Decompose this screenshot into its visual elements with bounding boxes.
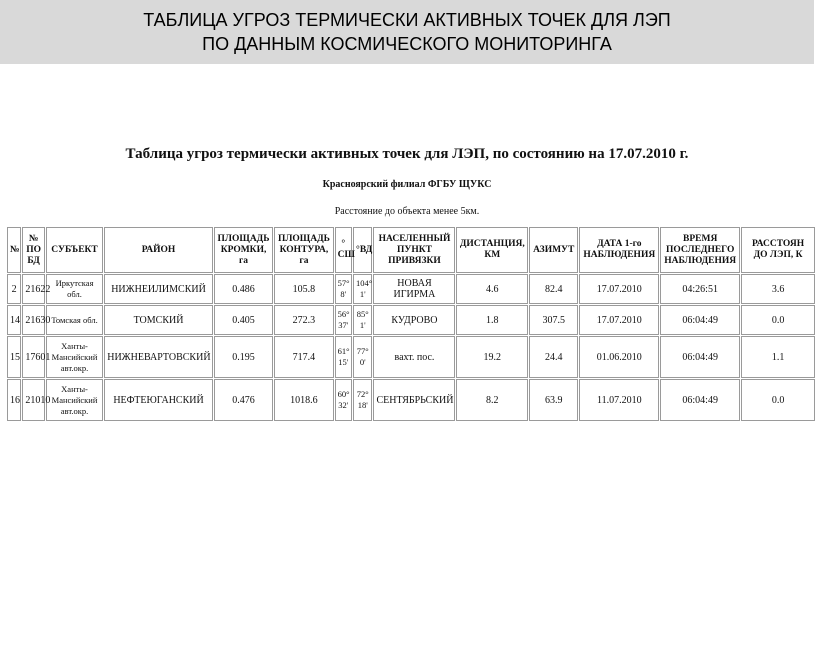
threats-table-container <box>6 226 814 422</box>
cell-lon: 77° 0' <box>353 336 372 378</box>
header-num: № <box>7 227 21 273</box>
cell-power-line-dist: 0.0 <box>741 305 815 335</box>
slide-title-line-2: ПО ДАННЫМ КОСМИЧЕСКОГО МОНИТОРИНГА <box>202 34 612 54</box>
cell-power-line-dist: 1.1 <box>741 336 815 378</box>
cell-subject: Иркутская обл. <box>46 274 103 304</box>
cell-edge-area: 0.476 <box>214 379 273 421</box>
header-contour-area: ПЛОЩАДЬ КОНТУРА, га <box>274 227 333 273</box>
cell-district: НИЖНЕИЛИМСКИЙ <box>104 274 213 304</box>
cell-lon: 85° 1' <box>353 305 372 335</box>
header-db: № ПО БД <box>22 227 45 273</box>
cell-edge-area: 0.405 <box>214 305 273 335</box>
cell-distance: 19.2 <box>456 336 528 378</box>
header-settlement: НАСЕЛЕННЫЙ ПУНКТ ПРИВЯЗКИ <box>373 227 455 273</box>
document-note: Расстояние до объекта менее 5км. <box>334 206 480 217</box>
cell-num: 2 <box>7 274 21 304</box>
cell-contour-area: 272.3 <box>274 305 333 335</box>
cell-db: 21630 <box>22 305 45 335</box>
cell-subject: Ханты-Мансийский авт.окр. <box>46 379 103 421</box>
cell-lon: 72° 18' <box>353 379 372 421</box>
cell-lat: 57° 8' <box>335 274 352 304</box>
threats-table <box>6 226 816 422</box>
cell-last-time: 06:04:49 <box>660 305 740 335</box>
cell-first-date: 11.07.2010 <box>579 379 659 421</box>
cell-azimuth: 82.4 <box>529 274 578 304</box>
header-azimuth: АЗИМУТ <box>529 227 578 273</box>
cell-first-date: 01.06.2010 <box>579 336 659 378</box>
table-header-row <box>7 227 815 273</box>
document-organization: Красноярский филиал ФГБУ ЩУКС <box>322 179 492 190</box>
cell-settlement: СЕНТЯБРЬСКИЙ <box>373 379 455 421</box>
cell-power-line-dist: 0.0 <box>741 379 815 421</box>
cell-db: 21622 <box>22 274 45 304</box>
cell-edge-area: 0.195 <box>214 336 273 378</box>
cell-district: НЕФТЕЮГАНСКИЙ <box>104 379 213 421</box>
cell-power-line-dist: 3.6 <box>741 274 815 304</box>
cell-lat: 56° 37' <box>335 305 352 335</box>
cell-settlement: НОВАЯ ИГИРМА <box>373 274 455 304</box>
header-last-time: ВРЕМЯ ПОСЛЕДНЕГО НАБЛЮДЕНИЯ <box>660 227 740 273</box>
cell-num: 16 <box>7 379 21 421</box>
header-power-line-dist: РАССТОЯН ДО ЛЭП, К <box>741 227 815 273</box>
cell-subject: Томская обл. <box>46 305 103 335</box>
cell-azimuth: 307.5 <box>529 305 578 335</box>
cell-lat: 61° 15' <box>335 336 352 378</box>
cell-district: ТОМСКИЙ <box>104 305 213 335</box>
cell-last-time: 06:04:49 <box>660 379 740 421</box>
header-edge-area: ПЛОЩАДЬ КРОМКИ, га <box>214 227 273 273</box>
cell-db: 21010 <box>22 379 45 421</box>
cell-db: 17601 <box>22 336 45 378</box>
cell-azimuth: 63.9 <box>529 379 578 421</box>
cell-edge-area: 0.486 <box>214 274 273 304</box>
cell-first-date: 17.07.2010 <box>579 305 659 335</box>
table-row <box>7 379 815 421</box>
cell-lon: 104° 1' <box>353 274 372 304</box>
cell-num: 15 <box>7 336 21 378</box>
cell-contour-area: 1018.6 <box>274 379 333 421</box>
table-row <box>7 305 815 335</box>
header-first-date: ДАТА 1-го НАБЛЮДЕНИЯ <box>579 227 659 273</box>
cell-last-time: 06:04:49 <box>660 336 740 378</box>
cell-num: 14 <box>7 305 21 335</box>
header-district: РАЙОН <box>104 227 213 273</box>
cell-distance: 8.2 <box>456 379 528 421</box>
slide-header <box>0 0 814 64</box>
header-distance: ДИСТАНЦИЯ, КМ <box>456 227 528 273</box>
header-lat: ° СШ <box>335 227 352 273</box>
header-subject: СУБЪЕКТ <box>46 227 103 273</box>
cell-distance: 1.8 <box>456 305 528 335</box>
cell-contour-area: 717.4 <box>274 336 333 378</box>
cell-azimuth: 24.4 <box>529 336 578 378</box>
table-row <box>7 274 815 304</box>
header-lon: °ВД <box>353 227 372 273</box>
cell-first-date: 17.07.2010 <box>579 274 659 304</box>
slide-title-line-1: ТАБЛИЦА УГРОЗ ТЕРМИЧЕСКИ АКТИВНЫХ ТОЧЕК ДЛЯ ЛЭП <box>143 10 671 30</box>
cell-district: НИЖНЕВАРТОВСКИЙ <box>104 336 213 378</box>
cell-settlement: вахт. пос. <box>373 336 455 378</box>
cell-lat: 60° 32' <box>335 379 352 421</box>
cell-distance: 4.6 <box>456 274 528 304</box>
cell-contour-area: 105.8 <box>274 274 333 304</box>
cell-subject: Ханты-Мансийский авт.окр. <box>46 336 103 378</box>
cell-settlement: КУДРОВО <box>373 305 455 335</box>
table-row <box>7 336 815 378</box>
cell-last-time: 04:26:51 <box>660 274 740 304</box>
document-title: Таблица угроз термически активных точек для ЛЭП, по состоянию на 17.07.2010 г. <box>125 146 689 162</box>
